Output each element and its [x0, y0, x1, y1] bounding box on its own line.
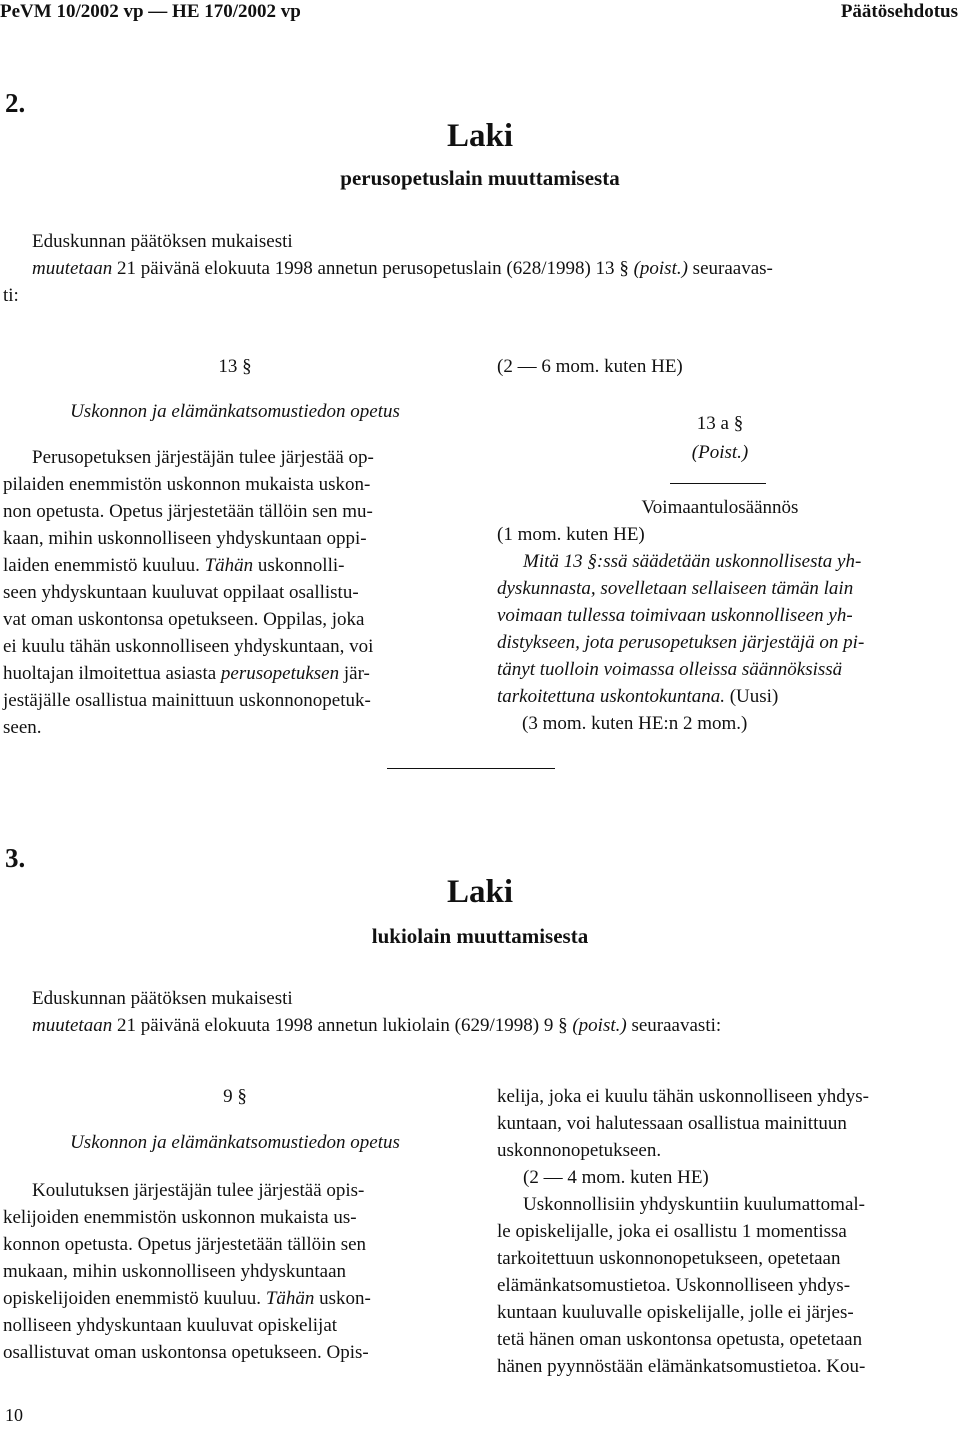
text-line: konnon opetusta. Opetus järjestetään tällöin sen — [3, 1234, 367, 1255]
text-line: dyskunnasta, sovelletaan sellaiseen tämän lain — [497, 578, 854, 599]
section-sign: § — [237, 1086, 247, 1107]
italic-segment: perusopetuksen — [220, 663, 340, 684]
text-line: kelija, joka ei kuulu tähän uskonnolliseen yhdys- — [497, 1086, 870, 1107]
text-line — [3, 552, 465, 579]
law-3-section-9-text — [3, 1177, 465, 1366]
section-sign: § — [733, 413, 744, 434]
law-3-preamble-line1: Eduskunnan päätöksen mukaisesti — [32, 988, 293, 1009]
text-line: le opiskelijalle, joka ei osallistu 1 momentissa — [497, 1221, 847, 1242]
text-line: uskonnonopetukseen. — [497, 1140, 662, 1161]
section-number: 13 a — [696, 413, 729, 434]
law-3-right-column-text — [497, 1083, 958, 1380]
end-of-law-rule — [387, 768, 555, 769]
text-line — [497, 683, 958, 710]
text-line — [3, 1285, 465, 1312]
text-line: kuntaan kuuluvalle opiskelijalle, jolle ei järjes- — [497, 1302, 854, 1323]
text-line: non opetusta. Opetus järjestetään tällöin sen mu- — [3, 501, 373, 522]
text-line: mukaan, mihin uskonnolliseen yhdyskuntaan — [3, 1261, 347, 1282]
preamble-text: 21 päivänä elokuuta 1998 annetun lukiolain (629/1998) 9 — [112, 1015, 559, 1036]
law-2-subtitle: perusopetuslain muuttamisesta — [340, 166, 620, 190]
text-line: Uskonnollisiin yhdyskuntiin kuulumattomal- — [523, 1194, 865, 1215]
text-line: distykseen, jota perusopetuksen järjestäjä on pi- — [497, 632, 865, 653]
text-line: kelijoiden enemmistön uskonnon mukaista us- — [3, 1207, 357, 1228]
law-3-preamble-line2 — [32, 1012, 721, 1039]
italic-segment: Tähän — [204, 555, 254, 576]
law-2-mom3: (3 mom. kuten HE:n 2 mom.) — [522, 713, 748, 734]
law-2-preamble-line2 — [32, 255, 773, 282]
text-line: hänen pyynnöstään elämänkatsomustietoa. Kou- — [497, 1356, 866, 1377]
section-sign: § — [619, 258, 629, 279]
text-line: osallistuvat oman uskontonsa opetukseen. Opis- — [3, 1342, 369, 1363]
text-segment: opiskelijoiden enemmistö kuuluu. — [3, 1288, 262, 1309]
law-2-section-13a-number — [490, 410, 950, 437]
law-2-preamble-line1: Eduskunnan päätöksen mukaisesti — [32, 231, 293, 252]
section-sign: § — [242, 356, 252, 377]
preamble-end: seuraavas- — [687, 258, 773, 279]
law-2-section-13-heading: Uskonnon ja elämänkatsomustiedon opetus — [70, 401, 400, 422]
preamble-verb: muutetaan — [32, 258, 113, 279]
text-line: nolliseen yhdyskuntaan kuuluvat opiskelijat — [3, 1315, 338, 1336]
text-segment: uskonnolli- — [253, 555, 345, 576]
italic-segment: tarkoitettuna uskontokuntana. — [497, 686, 725, 707]
text-segment: jär- — [339, 663, 370, 684]
law-3-title: Laki — [446, 874, 514, 910]
text-line: kuntaan, voi halutessaan osallistua mainittuun — [497, 1113, 847, 1134]
preamble-text: 21 päivänä elokuuta 1998 annetun perusopetuslain (628/1998) 13 — [112, 258, 620, 279]
law-3-section-9-number — [0, 1083, 470, 1110]
law-2-section-13a-poist: (Poist.) — [691, 442, 749, 463]
law-2-section-13-number — [0, 353, 470, 380]
law-3-section-9-heading: Uskonnon ja elämänkatsomustiedon opetus — [70, 1132, 400, 1153]
law-2-title: Laki — [446, 118, 514, 154]
uusi-marker: (Uusi) — [724, 686, 779, 707]
text-line: seen. — [3, 717, 42, 738]
law-2-entry-heading: Voimaantulosäännös — [641, 497, 799, 518]
text-line: tänyt tuolloin voimassa olleissa säännöksissä — [497, 659, 843, 680]
running-header-right: Päätösehdotus — [840, 1, 958, 22]
divider-rule — [670, 483, 766, 484]
text-line: Perusopetuksen järjestäjän tulee järjestää op- — [32, 447, 374, 468]
text-line: pilaiden enemmistön uskonnon mukaista uskon- — [3, 474, 371, 495]
text-line: vat oman uskontonsa opetukseen. Oppilas, joka — [3, 609, 365, 630]
text-line: kaan, mihin uskonnolliseen yhdyskuntaan oppi- — [3, 528, 367, 549]
preamble-end: seuraavasti: — [626, 1015, 722, 1036]
text-line — [3, 660, 465, 687]
text-line: jestäjälle osallistua mainittuun uskonnonopetuk- — [3, 690, 371, 711]
section-number: 9 — [223, 1086, 233, 1107]
page-number: 10 — [5, 1405, 23, 1425]
text-line: seen yhdyskuntaan kuuluvat oppilaat osallistu- — [3, 582, 359, 603]
preamble-verb: muutetaan — [32, 1015, 113, 1036]
law-2-number: 2. — [5, 88, 26, 118]
preamble-poist: (poist.) — [628, 258, 688, 279]
law-3-number: 3. — [5, 843, 26, 873]
text-segment: huoltajan ilmoitettua asiasta — [3, 663, 221, 684]
section-number: 13 — [218, 356, 238, 377]
law-2-mom-note: (2 — 6 mom. kuten HE) — [497, 356, 683, 377]
law-3-subtitle: lukiolain muuttamisesta — [371, 924, 589, 948]
text-line: tetä hänen oman uskontonsa opetusta, opetetaan — [497, 1329, 863, 1350]
text-line: voimaan tullessa toimivaan uskonnolliseen yh- — [497, 605, 853, 626]
running-header-left: PeVM 10/2002 vp — HE 170/2002 vp — [0, 1, 301, 22]
law-2-preamble-line3: ti: — [3, 285, 19, 306]
law-2-section-13-text — [3, 444, 465, 741]
text-line: Mitä 13 §:ssä säädetään uskonnollisesta yh- — [523, 551, 862, 572]
text-line: elämänkatsomustietoa. Uskonnolliseen yhdys- — [497, 1275, 851, 1296]
law-2-entry-text — [497, 548, 958, 710]
italic-segment: Tähän — [265, 1288, 315, 1309]
text-line: tarkoitettuun uskonnonopetukseen, opetetaan — [497, 1248, 841, 1269]
law-2-mom1: (1 mom. kuten HE) — [497, 524, 645, 545]
text-line: Koulutuksen järjestäjän tulee järjestää opis- — [32, 1180, 365, 1201]
text-segment: laiden enemmistö kuuluu. — [3, 555, 200, 576]
text-segment: uskon- — [314, 1288, 371, 1309]
preamble-poist: (poist.) — [567, 1015, 627, 1036]
text-line: (2 — 4 mom. kuten HE) — [523, 1167, 709, 1188]
section-sign: § — [558, 1015, 568, 1036]
text-line: ei kuulu tähän uskonnolliseen yhdyskuntaan, voi — [3, 636, 374, 657]
